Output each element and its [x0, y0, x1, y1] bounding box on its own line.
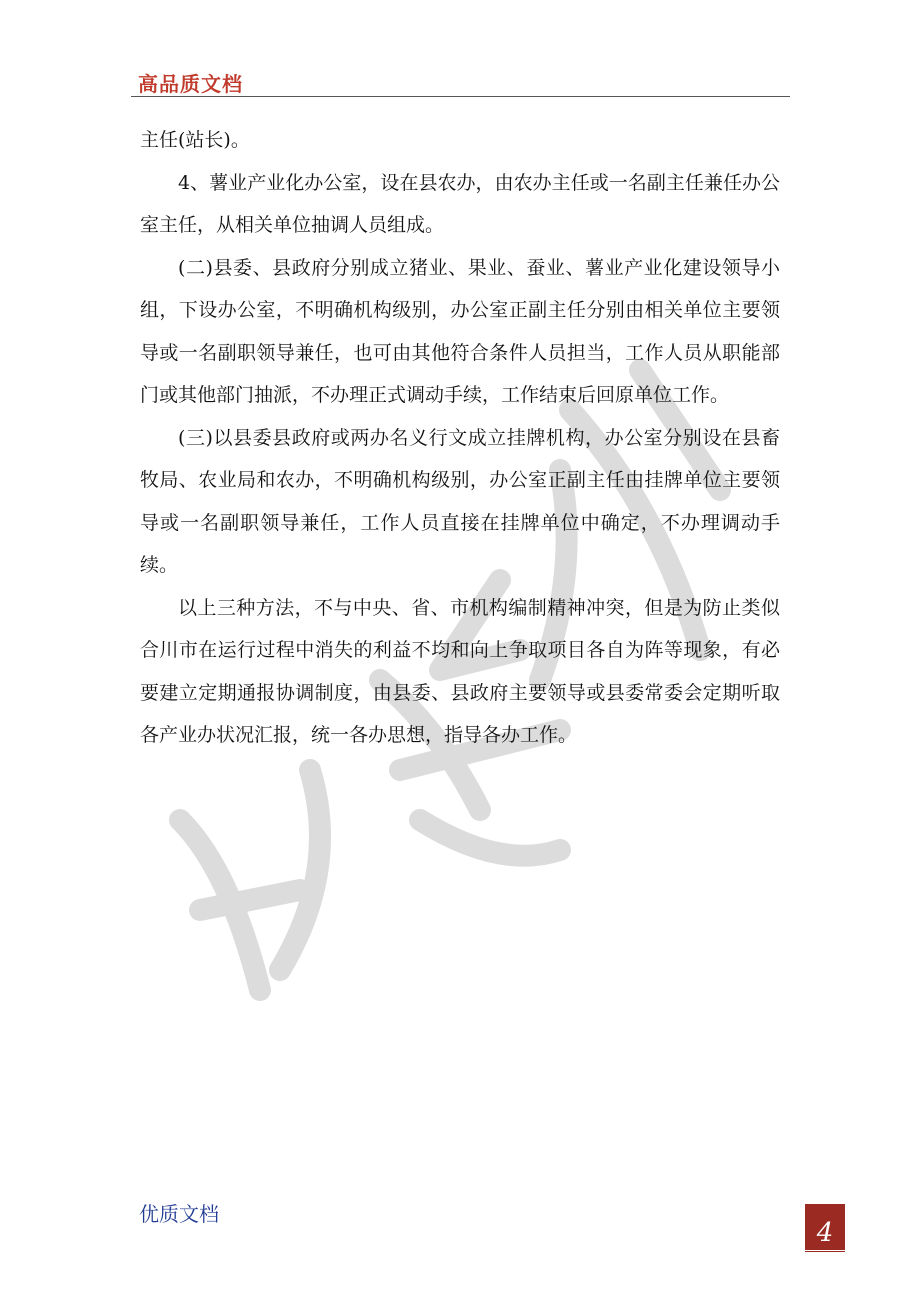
page-number-underline [805, 1251, 845, 1252]
footer-label: 优质文档 [139, 1202, 219, 1226]
page-number-badge [805, 1204, 845, 1250]
body-paragraph: (二)县委、县政府分别成立猪业、果业、蚕业、薯业产业化建设领导小组，下设办公室，不明确机构级别，办公室正副主任分别由相关单位主要领导或一名副职领导兼任，也可由其他符合条件人员担当，工作人员从职能部门或其他部门抽派，不办理正式调动手续，工作结束后回原单位工作。 [140, 256, 780, 406]
body-paragraph: (三)以县委县政府或两办名义行文成立挂牌机构，办公室分别设在县畜牧局、农业局和农办，不明确机构级别，办公室正副主任由挂牌单位主要领导或一名副职领导兼任，工作人员直接在挂牌单位中确定，不办理调动手续。 [140, 426, 780, 576]
body-paragraph: 主任(站长)。 [140, 129, 250, 151]
page-number: 4 [816, 1218, 834, 1248]
body-paragraph: 以上三种方法，不与中央、省、市机构编制精神冲突，但是为防止类似合川市在运行过程中消失的利益不均和向上争取项目各自为阵等现象，有必要建立定期通报协调制度，由县委、县政府主要领导或县委常委会定期听取各产业办状况汇报，统一各办思想，指导各办工作。 [140, 596, 780, 746]
body-paragraph: 4、薯业产业化办公室，设在县农办，由农办主任或一名副主任兼任办公室主任，从相关单位抽调人员组成。 [140, 171, 780, 236]
document-body [140, 119, 780, 757]
header-title: 高品质文档 [138, 72, 243, 96]
header-divider [131, 96, 790, 97]
